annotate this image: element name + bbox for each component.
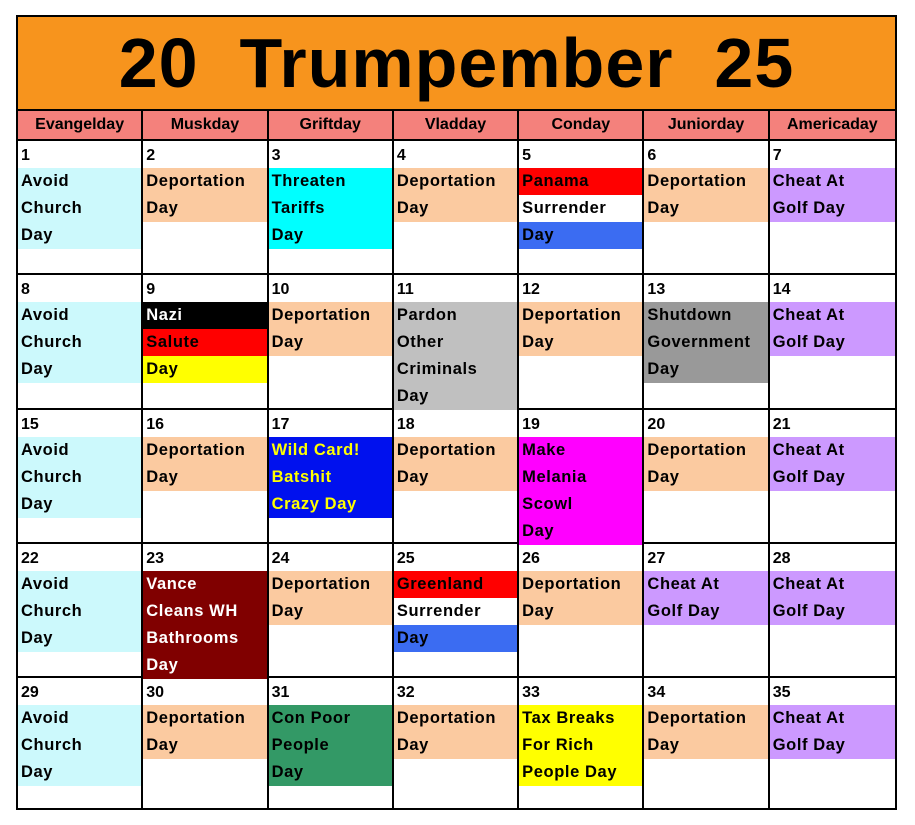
event-line: Church <box>18 329 141 356</box>
event-line: Day <box>644 732 767 759</box>
day-cell <box>18 544 143 678</box>
day-event <box>519 168 642 249</box>
day-cell <box>143 141 268 275</box>
weekday-label: Juniorday <box>644 111 769 139</box>
event-line: Day <box>143 732 266 759</box>
day-event <box>269 302 392 356</box>
event-line: Deportation <box>143 168 266 195</box>
event-line: Church <box>18 464 141 491</box>
weekday-label: Griftday <box>269 111 394 139</box>
event-line: Day <box>269 222 392 249</box>
day-number: 11 <box>396 281 414 298</box>
day-cell <box>394 275 519 410</box>
day-number: 22 <box>21 550 39 567</box>
day-cell <box>770 410 895 544</box>
day-number: 20 <box>647 416 666 433</box>
event-line: Day <box>519 598 642 625</box>
event-line: Day <box>644 464 767 491</box>
event-line: Batshit <box>269 464 392 491</box>
weekday-label: Vladday <box>394 111 519 139</box>
day-number: 2 <box>146 147 156 164</box>
weekday-header <box>18 111 895 141</box>
day-event <box>519 705 642 786</box>
day-cell <box>394 544 519 678</box>
day-event <box>644 302 767 383</box>
day-event <box>394 705 517 759</box>
event-line: Day <box>519 329 642 356</box>
event-line: Cheat At <box>770 571 895 598</box>
event-line: Day <box>143 195 266 222</box>
day-number: 34 <box>647 684 666 701</box>
day-cell <box>519 141 644 275</box>
event-line: Government <box>644 329 767 356</box>
day-number: 14 <box>772 281 791 298</box>
event-line: Day <box>519 518 642 545</box>
day-number: 31 <box>271 684 290 701</box>
day-cell <box>394 141 519 275</box>
event-line: Church <box>18 195 141 222</box>
day-cell <box>269 275 394 410</box>
day-event <box>644 571 767 625</box>
day-cell <box>143 544 268 678</box>
event-line: Avoid <box>18 168 141 195</box>
event-line: Cheat At <box>770 437 895 464</box>
weekday-label: Americaday <box>786 116 878 133</box>
day-number: 12 <box>522 281 540 298</box>
event-line: Day <box>18 356 141 383</box>
day-number: 32 <box>396 684 415 701</box>
weekday-label: Evangelday <box>18 111 143 139</box>
day-number: 26 <box>522 550 540 567</box>
day-cell <box>644 275 769 410</box>
day-cell <box>644 410 769 544</box>
event-line: Avoid <box>18 571 141 598</box>
day-cell <box>519 275 644 410</box>
day-event <box>644 705 767 759</box>
event-line: Deportation <box>519 302 642 329</box>
day-cell <box>143 275 268 410</box>
event-line: Deportation <box>269 302 392 329</box>
day-event <box>18 168 141 249</box>
day-cell <box>770 275 895 410</box>
day-cell <box>269 410 394 544</box>
day-cell <box>519 544 644 678</box>
day-cell <box>269 678 394 810</box>
day-event <box>394 437 517 491</box>
event-line: Day <box>143 652 266 679</box>
day-number: 35 <box>772 684 791 701</box>
event-line: Cheat At <box>770 168 895 195</box>
day-cell <box>770 544 895 678</box>
day-number: 21 <box>772 416 791 433</box>
event-line: People <box>269 732 392 759</box>
event-line: Deportation <box>644 705 767 732</box>
day-cell <box>644 544 769 678</box>
event-line: Deportation <box>394 705 517 732</box>
day-number: 29 <box>21 684 39 701</box>
day-cell <box>18 141 143 275</box>
event-line: Melania <box>519 464 642 491</box>
event-line: Vance <box>143 571 266 598</box>
event-line: Surrender <box>519 195 642 222</box>
day-event <box>770 705 895 759</box>
day-cell <box>18 678 143 810</box>
day-event <box>18 437 141 518</box>
day-cell <box>519 678 644 810</box>
day-event <box>269 168 392 249</box>
event-line: Pardon <box>394 302 517 329</box>
event-line: Deportation <box>644 168 767 195</box>
event-line: Day <box>394 625 517 652</box>
day-number: 27 <box>647 550 666 567</box>
event-line: Deportation <box>143 705 266 732</box>
day-event <box>394 168 517 222</box>
day-event <box>143 705 266 759</box>
day-event <box>18 705 141 786</box>
event-line: Wild Card! <box>269 437 392 464</box>
event-line: Make <box>519 437 642 464</box>
day-cell <box>519 410 644 544</box>
event-line: Greenland <box>394 571 517 598</box>
event-line: Day <box>519 222 642 249</box>
event-line: Day <box>394 732 517 759</box>
day-cell <box>394 678 519 810</box>
day-cell <box>394 410 519 544</box>
weekday-label: Muskday <box>143 111 268 139</box>
event-line: Church <box>18 598 141 625</box>
calendar <box>16 15 897 810</box>
event-line: Day <box>18 222 141 249</box>
day-event <box>519 571 642 625</box>
event-line: Day <box>18 625 141 652</box>
event-line: Deportation <box>394 168 517 195</box>
day-number: 18 <box>396 416 415 433</box>
day-grid <box>18 141 895 810</box>
event-line: Day <box>269 598 392 625</box>
event-line: Day <box>644 356 767 383</box>
event-line: Other <box>394 329 517 356</box>
event-line: Golf Day <box>770 329 895 356</box>
event-line: Cheat At <box>644 571 767 598</box>
day-number: 4 <box>396 147 406 164</box>
day-number: 8 <box>21 281 30 298</box>
calendar-title-bar <box>18 17 895 111</box>
day-number: 7 <box>772 147 782 164</box>
day-number: 3 <box>271 147 281 164</box>
event-line: Salute <box>143 329 266 356</box>
event-line: Surrender <box>394 598 517 625</box>
event-line: Golf Day <box>770 598 895 625</box>
day-event <box>644 168 767 222</box>
day-cell <box>269 544 394 678</box>
event-line: Day <box>143 356 266 383</box>
day-event <box>143 168 266 222</box>
event-line: Tax Breaks <box>519 705 642 732</box>
calendar-title: 20 Trumpember 25 <box>118 24 795 102</box>
day-event <box>143 302 266 383</box>
event-line: Panama <box>519 168 642 195</box>
day-number: 9 <box>146 281 156 298</box>
event-line: Day <box>644 195 767 222</box>
day-event <box>18 571 141 652</box>
event-line: Avoid <box>18 302 141 329</box>
day-event <box>770 437 895 491</box>
event-line: Bathrooms <box>143 625 266 652</box>
day-cell <box>143 410 268 544</box>
event-line: Deportation <box>644 437 767 464</box>
event-line: Deportation <box>519 571 642 598</box>
event-line: Church <box>18 732 141 759</box>
day-event <box>394 302 517 410</box>
day-cell <box>18 275 143 410</box>
event-line: Avoid <box>18 705 141 732</box>
day-cell <box>269 141 394 275</box>
event-line: Avoid <box>18 437 141 464</box>
day-cell <box>644 141 769 275</box>
event-line: Day <box>394 383 517 410</box>
day-number: 23 <box>146 550 165 567</box>
day-number: 5 <box>522 147 532 164</box>
day-event <box>519 437 642 545</box>
event-line: Day <box>394 195 517 222</box>
day-cell <box>644 678 769 810</box>
event-line: Day <box>269 329 392 356</box>
event-line: Cheat At <box>770 302 895 329</box>
day-event <box>770 302 895 356</box>
day-event <box>644 437 767 491</box>
event-line: Deportation <box>394 437 517 464</box>
event-line: Golf Day <box>644 598 767 625</box>
event-line: Deportation <box>143 437 266 464</box>
day-event <box>143 437 266 491</box>
day-number: 16 <box>146 416 165 433</box>
event-line: Cleans WH <box>143 598 266 625</box>
day-event <box>394 571 517 652</box>
day-number: 10 <box>271 281 290 298</box>
day-event <box>18 302 141 383</box>
day-event <box>269 705 392 786</box>
event-line: Day <box>18 491 141 518</box>
day-number: 25 <box>396 550 415 567</box>
event-line: Deportation <box>269 571 392 598</box>
day-event <box>269 571 392 625</box>
day-event <box>770 571 895 625</box>
event-line: Day <box>394 464 517 491</box>
event-line: Day <box>269 759 392 786</box>
day-event <box>143 571 266 679</box>
event-line: Con Poor <box>269 705 392 732</box>
event-line: Day <box>143 464 266 491</box>
day-number: 24 <box>271 550 290 567</box>
day-number: 1 <box>21 147 30 164</box>
event-line: Nazi <box>143 302 266 329</box>
day-number: 6 <box>647 147 657 164</box>
day-cell <box>143 678 268 810</box>
day-number: 28 <box>772 550 791 567</box>
event-line: For Rich <box>519 732 642 759</box>
event-line: Threaten <box>269 168 392 195</box>
event-line: Cheat At <box>770 705 895 732</box>
day-event <box>269 437 392 518</box>
day-number: 19 <box>522 416 540 433</box>
event-line: Golf Day <box>770 464 895 491</box>
weekday-label: Conday <box>519 111 644 139</box>
event-line: Scowl <box>519 491 642 518</box>
day-number: 30 <box>146 684 165 701</box>
event-line: People Day <box>519 759 642 786</box>
day-cell <box>18 410 143 544</box>
day-number: 15 <box>21 416 39 433</box>
day-number: 13 <box>647 281 666 298</box>
event-line: Crazy Day <box>269 491 392 518</box>
event-line: Shutdown <box>644 302 767 329</box>
event-line: Golf Day <box>770 732 895 759</box>
event-line: Golf Day <box>770 195 895 222</box>
day-event <box>770 168 895 222</box>
day-cell <box>770 141 895 275</box>
day-number: 17 <box>271 416 290 433</box>
event-line: Day <box>18 759 141 786</box>
day-event <box>519 302 642 356</box>
day-cell <box>770 678 895 810</box>
day-number: 33 <box>522 684 540 701</box>
event-line: Tariffs <box>269 195 392 222</box>
event-line: Criminals <box>394 356 517 383</box>
